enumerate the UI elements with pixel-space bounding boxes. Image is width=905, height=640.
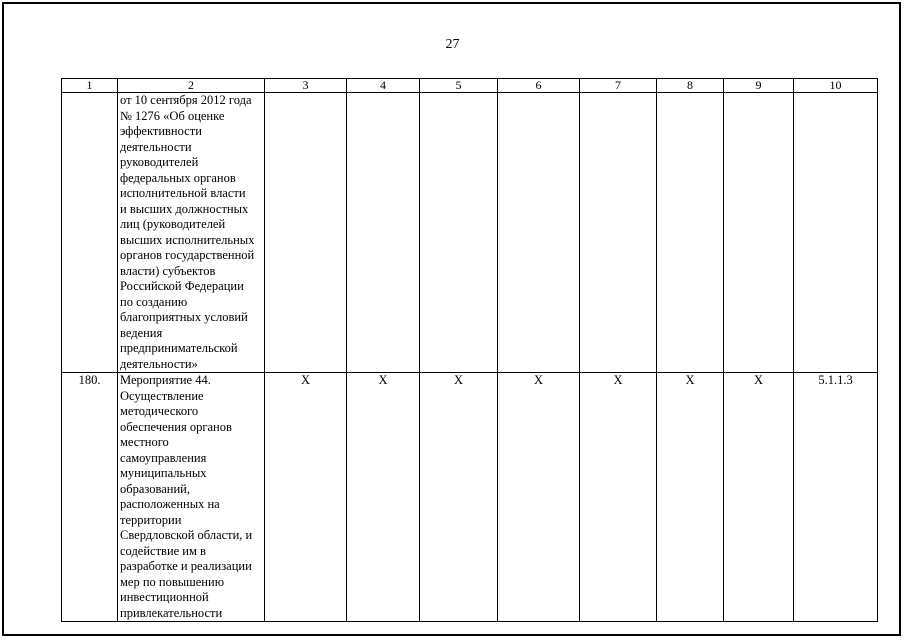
- description-line: методического: [120, 404, 199, 418]
- mark-cell-col4: Х: [347, 373, 420, 622]
- description-line: ведения: [120, 325, 163, 340]
- description-line: инвестиционной: [120, 590, 209, 604]
- description-line: деятельности»: [120, 356, 198, 371]
- description-line: органов государственной: [120, 248, 255, 262]
- header-row: [62, 79, 878, 93]
- description-line: разработке и реализации: [120, 559, 252, 573]
- header-cell-8: 8: [657, 79, 724, 93]
- description-line: предпринимательской: [120, 341, 238, 355]
- description-line: и высших должностных: [120, 201, 249, 216]
- empty-cell: [794, 93, 878, 373]
- header-cell-5: 5: [420, 79, 498, 93]
- description-line: руководителей: [120, 155, 199, 169]
- header-cell-4: 4: [347, 79, 420, 93]
- target-code-cell: 5.1.1.3: [794, 373, 878, 622]
- description-line: № 1276 «Об оценке: [120, 108, 225, 123]
- description-line: Свердловской области, и: [120, 528, 253, 542]
- header-cell-7: 7: [580, 79, 657, 93]
- description-line: обеспечения органов: [120, 419, 232, 434]
- empty-cell: [724, 93, 794, 373]
- header-cell-2: 2: [118, 79, 265, 93]
- mark-cell-col5: Х: [420, 373, 498, 622]
- header-cell-10: 10: [794, 79, 878, 93]
- description-line: самоуправления: [120, 450, 207, 465]
- header-cell-6: 6: [498, 79, 580, 93]
- description-line: местного: [120, 435, 169, 449]
- header-cell-1: 1: [62, 79, 118, 93]
- description-line: мер по повышению: [120, 574, 225, 589]
- description-line: от 10 сентября 2012 года: [120, 93, 252, 107]
- description-line: образований,: [120, 481, 191, 496]
- table-row: [62, 93, 878, 373]
- description-line: привлекательности: [120, 605, 223, 620]
- description-line: муниципальных: [120, 466, 207, 480]
- description-line: Осуществление: [120, 388, 204, 403]
- description-line: Мероприятие 44.: [120, 373, 211, 387]
- page-number: 27: [445, 37, 460, 52]
- mark-cell-col9: Х: [724, 373, 794, 622]
- mark-cell-col8: Х: [657, 373, 724, 622]
- description-line: эффективности: [120, 124, 202, 138]
- empty-cell: [265, 93, 347, 373]
- mark-cell-col6: Х: [498, 373, 580, 622]
- empty-cell: [347, 93, 420, 373]
- row-number-cell: [62, 93, 118, 373]
- description-line: благоприятных условий: [120, 310, 248, 324]
- header-cell-9: 9: [724, 79, 794, 93]
- empty-cell: [580, 93, 657, 373]
- description-line: по созданию: [120, 294, 188, 309]
- header-cell-3: 3: [265, 79, 347, 93]
- empty-cell: [498, 93, 580, 373]
- description-line: федеральных органов: [120, 170, 236, 185]
- description-line: содействие им в: [120, 543, 206, 558]
- description-line: высших исполнительных: [120, 232, 255, 247]
- description-line: деятельности: [120, 139, 192, 154]
- description-line: территории: [120, 512, 182, 527]
- mark-cell-col7: Х: [580, 373, 657, 622]
- description-line: Российской Федерации: [120, 279, 244, 293]
- measures-table: [61, 78, 878, 622]
- mark-cell-col3: Х: [265, 373, 347, 622]
- empty-cell: [420, 93, 498, 373]
- description-line: расположенных на: [120, 497, 220, 511]
- row-description-cell: [118, 373, 265, 622]
- description-line: лиц (руководителей: [120, 217, 226, 231]
- table-row: [62, 373, 878, 622]
- description-line: исполнительной власти: [120, 186, 246, 200]
- description-line: власти) субъектов: [120, 263, 216, 278]
- empty-cell: [657, 93, 724, 373]
- row-description-cell: [118, 93, 265, 373]
- row-number-cell: 180.: [62, 373, 118, 622]
